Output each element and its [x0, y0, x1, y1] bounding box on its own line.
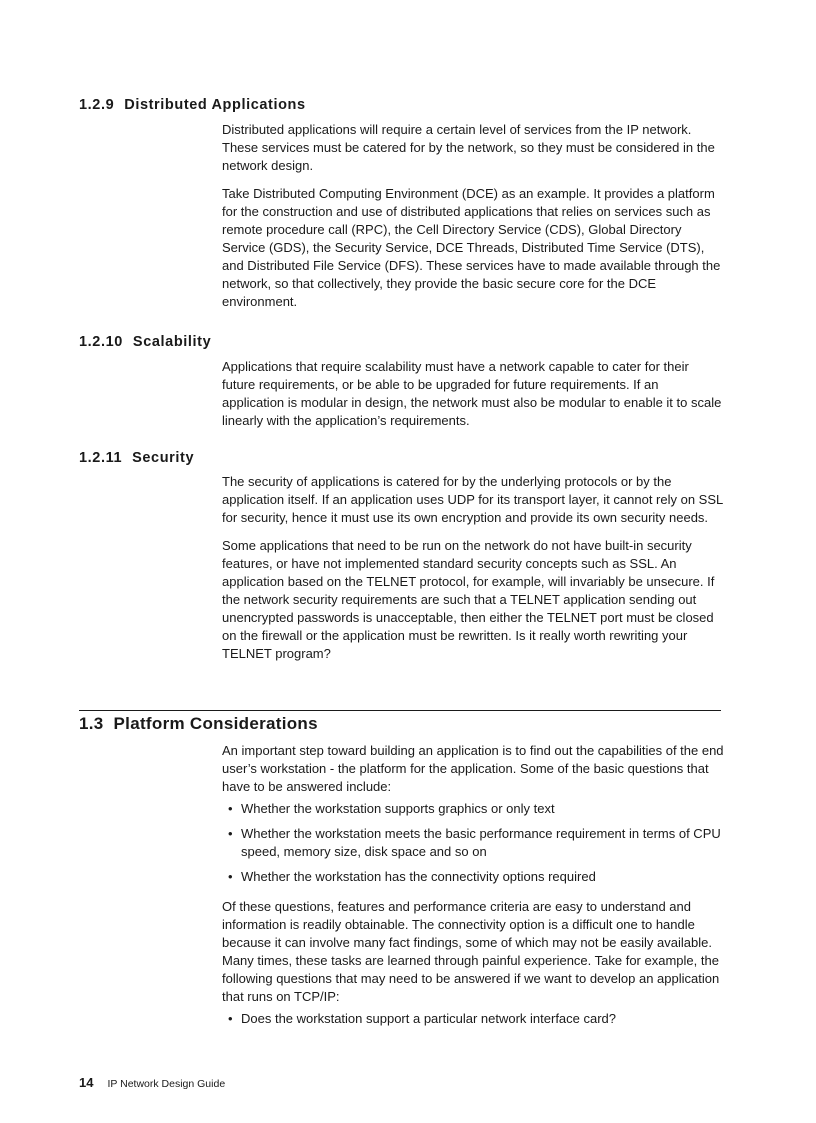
list-item-text: Whether the workstation has the connectivity options required	[241, 869, 596, 884]
section-body-1-2-10	[222, 358, 724, 430]
paragraph: The security of applications is catered for by the underlying protocols or by the application itself. If an application uses UDP for its transport layer, it cannot rely on SSL for security, hence it must use its own encryption and provide its own security needs.	[222, 474, 723, 525]
paragraph: Applications that require scalability must have a network capable to cater for their future requirements, or be able to be upgraded for future requirements. If an application is modular in design, the network must also be modular to enable it to scale linearly with the application’s requirements.	[222, 359, 722, 428]
paragraph: Some applications that need to be run on the network do not have built-in security features, or have not implemented standard security concepts such as SSL. An application based on the TELNET protocol, for example, will invariably be unsecure. If the network security requirements are such that a TELNET application sending out unencrypted passwords is unacceptable, then either the TELNET port must be closed on the firewall or the application must be rewritten. Is it really worth rewriting your TELNET program?	[222, 538, 715, 661]
section-heading-1-2-9	[79, 97, 306, 113]
page-footer	[79, 1074, 225, 1092]
paragraph: Of these questions, features and performance criteria are easy to understand and information is readily obtainable. The connectivity option is a difficult one to handle because it can involve many fact findings, some of which may not be easily available. Many times, these tasks are learned through painful experience. Take for example, the following questions that may need to be answered if we want to develop an application that runs on TCP/IP:	[222, 899, 720, 1004]
section-heading-1-2-11	[79, 450, 194, 466]
list-item	[228, 868, 724, 886]
bullet-icon: •	[228, 869, 233, 884]
list-item	[228, 825, 724, 861]
paragraph: Take Distributed Computing Environment (DCE) as an example. It provides a platform for the construction and use of distributed applications that relies on services such as remote procedure call (RPC), the Cell Directory Service (CDS), Global Directory Service (GDS), the Security Service, DCE Threads, Distributed Time Service (DTS), and Distributed File Service (DFS). These services have to made available through the network, so that collectively, they provide the basic secure core for the DCE environment.	[222, 186, 721, 309]
section-number: 1.2.9	[79, 97, 115, 113]
section-body-1-2-9	[222, 121, 724, 311]
bullet-list	[222, 1010, 724, 1028]
section-title: Distributed Applications	[124, 97, 306, 113]
list-item-text: Whether the workstation meets the basic performance requirement in terms of CPU speed, memory size, disk space and so on	[241, 826, 721, 859]
bullet-icon: •	[228, 826, 233, 841]
section-divider	[79, 710, 721, 711]
section-number: 1.3	[79, 714, 104, 733]
page-number: 14	[79, 1075, 94, 1090]
bullet-icon: •	[228, 1011, 233, 1026]
paragraph: An important step toward building an application is to find out the capabilities of the end user’s workstation - the platform for the application. Some of the basic questions that have to be answered include:	[222, 743, 724, 794]
section-body-1-3	[222, 742, 724, 1036]
bullet-list	[222, 800, 724, 886]
section-title: Security	[132, 450, 195, 466]
section-number: 1.2.11	[79, 450, 123, 466]
list-item-text: Does the workstation support a particular network interface card?	[241, 1011, 617, 1026]
section-title: Scalability	[132, 334, 212, 350]
book-title: IP Network Design Guide	[107, 1078, 226, 1090]
bullet-icon: •	[228, 801, 233, 816]
section-body-1-2-11	[222, 473, 724, 663]
list-item-text: Whether the workstation supports graphics or only text	[241, 801, 555, 816]
section-heading-1-2-10	[79, 334, 211, 350]
section-title: Platform Considerations	[113, 714, 318, 733]
list-item	[228, 800, 724, 818]
paragraph: Distributed applications will require a certain level of services from the IP network. These services must be catered for by the network, so they must be considered in the network design.	[222, 122, 715, 173]
list-item	[228, 1010, 724, 1028]
section-heading-1-3	[79, 714, 318, 734]
section-number: 1.2.10	[79, 334, 123, 350]
